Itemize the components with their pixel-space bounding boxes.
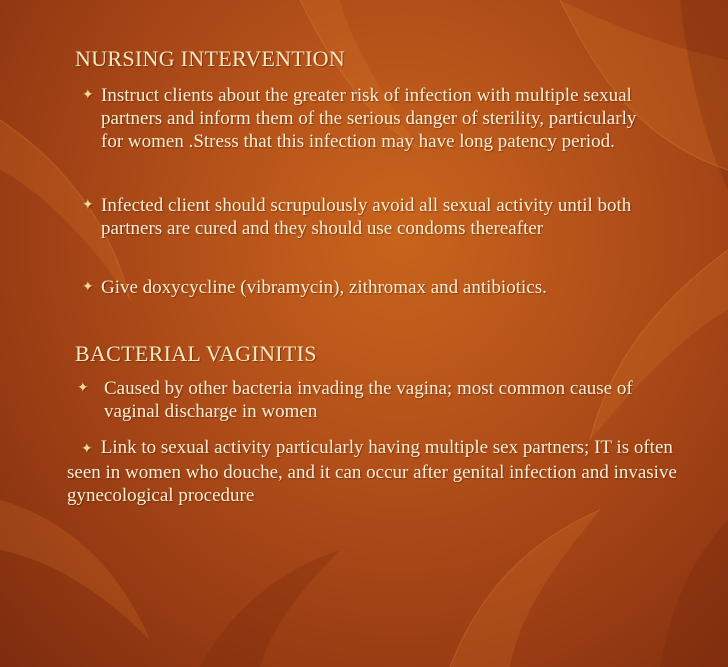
bullet-item [82,276,682,299]
bullet-item [82,194,682,240]
four-point-star-icon: ✦ [82,87,94,103]
four-point-star-icon: ✦ [81,441,93,457]
four-point-star-icon: ✦ [82,197,94,213]
bullet-item [77,377,691,423]
four-point-star-icon: ✦ [82,279,94,295]
bullet-text: Caused by other bacteria invading the vagina; most common cause of vaginal discharge in women [104,378,633,422]
bullet-item [82,84,662,153]
section-heading-nursing-intervention: NURSING INTERVENTION [75,46,346,71]
bullet-item [67,436,697,507]
four-point-star-icon: ✦ [77,380,89,396]
bullet-text: Give doxycycline (vibramycin), zithromax and antibiotics. [101,277,547,298]
bullet-text: Instruct clients about the greater risk of infection with multiple sexual partners and inform them of the serious danger of sterility, particularly for women .Stress that this infection may have long patency period. [101,85,637,152]
bullet-text: Infected client should scrupulously avoid all sexual activity until both partners are cured and they should use condoms thereafter [101,195,632,239]
bullet-text: Link to sexual activity particularly having multiple sex partners; IT is often seen in women who douche, and it can occur after genital infection and invasive gynecological procedure [67,437,677,506]
section-heading-bacterial-vaginitis: BACTERIAL VAGINITIS [75,341,317,366]
